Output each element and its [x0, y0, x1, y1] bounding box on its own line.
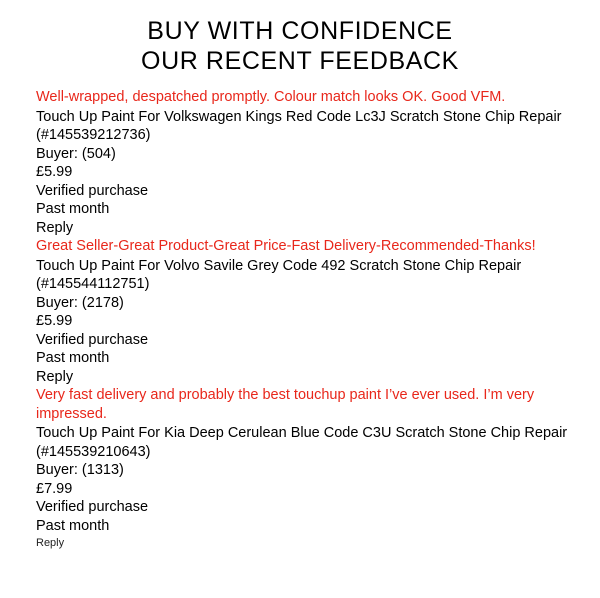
- feedback-price: £5.99: [36, 313, 73, 329]
- feedback-entry: [36, 237, 574, 386]
- feedback-comment: Very fast delivery and probably the best touchup paint I’ve ever used. I’m very impressed.: [36, 387, 535, 422]
- feedback-verified-purchase: Verified purchase: [36, 182, 149, 199]
- feedback-reply-link[interactable]: Reply: [36, 537, 65, 549]
- feedback-date: Past month: [36, 517, 110, 534]
- feedback-date: Past month: [36, 201, 110, 217]
- feedback-verified-purchase: Verified purchase: [36, 331, 149, 348]
- page-title-line-2: OUR RECENT FEEDBACK: [141, 47, 459, 75]
- feedback-date: Past month: [36, 350, 110, 366]
- page-header: [0, 0, 600, 76]
- feedback-reply-link[interactable]: Reply: [36, 219, 74, 236]
- feedback-comment: Great Seller-Great Product-Great Price-Fast Delivery-Recommended-Thanks!: [36, 238, 536, 254]
- feedback-buyer: Buyer: (1313): [36, 462, 124, 478]
- page-title-line-1: BUY WITH CONFIDENCE: [147, 17, 453, 45]
- feedback-list: [0, 88, 600, 551]
- feedback-comment: Well-wrapped, despatched promptly. Colour match looks OK. Good VFM.: [36, 89, 506, 105]
- feedback-price: £7.99: [36, 480, 73, 497]
- feedback-reply-link[interactable]: Reply: [36, 368, 74, 385]
- feedback-buyer: Buyer: (2178): [36, 294, 124, 311]
- feedback-item-title[interactable]: Touch Up Paint For Kia Deep Cerulean Blue Code C3U Scratch Stone Chip Repair (#145539210643): [36, 425, 568, 460]
- feedback-entry: [36, 88, 574, 237]
- feedback-verified-purchase: Verified purchase: [36, 499, 149, 515]
- feedback-item-title[interactable]: Touch Up Paint For Volvo Savile Grey Code 492 Scratch Stone Chip Repair (#145544112751): [36, 257, 522, 292]
- feedback-buyer: Buyer: (504): [36, 145, 116, 162]
- feedback-entry: [36, 386, 574, 551]
- feedback-price: £5.99: [36, 164, 73, 180]
- feedback-item-title[interactable]: Touch Up Paint For Volkswagen Kings Red Code Lc3J Scratch Stone Chip Repair (#145539212736): [36, 108, 562, 143]
